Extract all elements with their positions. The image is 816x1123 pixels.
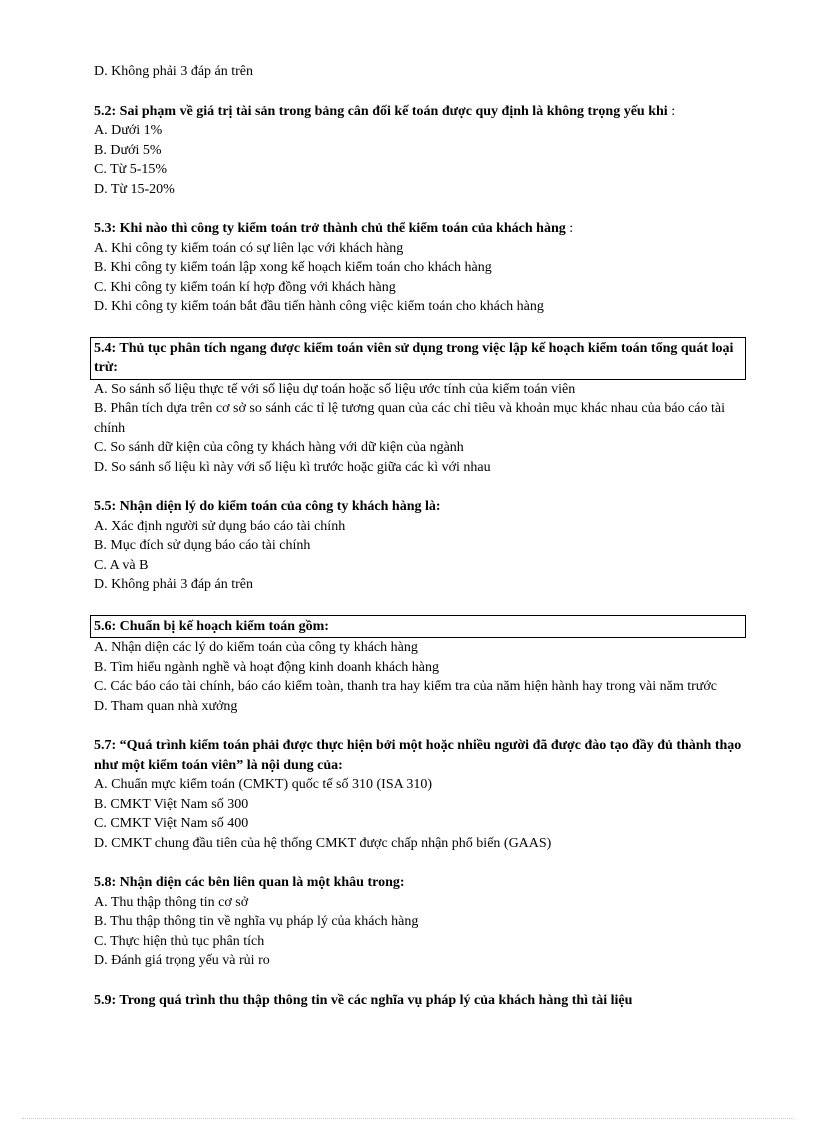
option-line: B. Phân tích dựa trên cơ sở so sánh các tỉ lệ tương quan của các chỉ tiêu và khoản mục khác nhau của báo cáo tài chính	[94, 401, 725, 436]
question-title: 5.5: Nhận diện lý do kiểm toán của công ty khách hàng là:	[94, 499, 441, 514]
question-title-boxed: 5.4: Thủ tục phân tích ngang được kiểm toán viên sử dụng trong việc lập kế hoạch kiểm toán tổng quát loại trừ:	[90, 337, 746, 380]
option-line: C. Thực hiện thủ tục phân tích	[94, 933, 265, 949]
option-line: C. Các báo cáo tài chính, báo cáo kiểm toàn, thanh tra hay kiểm tra của năm hiện hành hay trong vài năm trước	[94, 679, 717, 694]
option-line: D. So sánh số liệu kì này với số liệu kì trước hoặc giữa các kì với nhau	[94, 459, 491, 475]
question-title: 5.8: Nhận diện các bên liên quan là một khâu trong:	[94, 875, 405, 890]
question-title: 5.9: Trong quá trình thu thập thông tin về các nghĩa vụ pháp lý của khách hàng thì tài liệu	[94, 992, 633, 1008]
option-line: A. Xác định người sử dụng báo cáo tài chính	[94, 518, 346, 534]
option-line: D. Đánh giá trọng yếu và rủi ro	[94, 953, 270, 968]
option-line: D. Từ 15-20%	[94, 181, 175, 197]
option-line: A. Thu thập thông tin cơ sở	[94, 894, 249, 910]
question-title-boxed: 5.6: Chuẩn bị kế hoạch kiểm toán gồm:	[90, 615, 746, 639]
question-title: 5.3: Khi nào thì công ty kiểm toán trở thành chủ thể kiểm toán của khách hàng :	[94, 221, 574, 236]
option-line: A. Dưới 1%	[94, 123, 163, 138]
option-line: A. Khi công ty kiểm toán có sự liên lạc với khách hàng	[94, 240, 404, 256]
option-line: D. Tham quan nhà xưởng	[94, 698, 238, 714]
option-line: C. Từ 5-15%	[94, 162, 168, 177]
option-line: C. A và B	[94, 557, 149, 573]
option-line: B. CMKT Việt Nam số 300	[94, 796, 249, 812]
option-line: C. CMKT Việt Nam số 400	[94, 816, 249, 831]
option-line: B. Tìm hiểu ngành nghề và hoạt động kinh doanh khách hàng	[94, 659, 440, 675]
option-line: A. So sánh số liệu thực tế với số liệu dự toán hoặc số liệu ước tính của kiểm toán viên	[94, 381, 576, 397]
option-line: B. Dưới 5%	[94, 142, 162, 158]
option-line: C. Khi công ty kiểm toán kí hợp đồng với khách hàng	[94, 279, 396, 295]
question-title: 5.2: Sai phạm về giá trị tài sản trong bảng cân đối kế toán được quy định là không trọng yếu khi :	[94, 103, 676, 119]
option-line: B. Khi công ty kiểm toán lập xong kế hoạch kiểm toán cho khách hàng	[94, 260, 492, 275]
option-line: C. So sánh dữ kiện của công ty khách hàng với dữ kiện của ngành	[94, 440, 464, 455]
option-line: D. Không phải 3 đáp án trên	[94, 577, 254, 592]
option-line: B. Thu thập thông tin về nghĩa vụ pháp lý của khách hàng	[94, 914, 419, 929]
option-line: D. Không phải 3 đáp án trên	[94, 64, 254, 79]
option-line: D. Khi công ty kiểm toán bắt đầu tiến hành công việc kiểm toán cho khách hàng	[94, 299, 544, 314]
question-title: 5.7: “Quá trình kiểm toán phải được thực hiện bởi một hoặc nhiều người đã được đào tạo đầy đủ thành thạo như một kiểm toán viên” là nội dung của:	[94, 738, 742, 773]
document-page	[94, 62, 754, 1010]
option-line: A. Nhận diện các lý do kiểm toán của công ty khách hàng	[94, 640, 418, 655]
option-line: D. CMKT chung đầu tiên của hệ thống CMKT được chấp nhận phổ biến (GAAS)	[94, 835, 552, 851]
option-line: A. Chuẩn mực kiểm toán (CMKT) quốc tế số 310 (ISA 310)	[94, 777, 433, 792]
page-bottom-dotted-rule	[22, 1118, 794, 1119]
option-line: B. Mục đích sử dụng báo cáo tài chính	[94, 538, 311, 553]
